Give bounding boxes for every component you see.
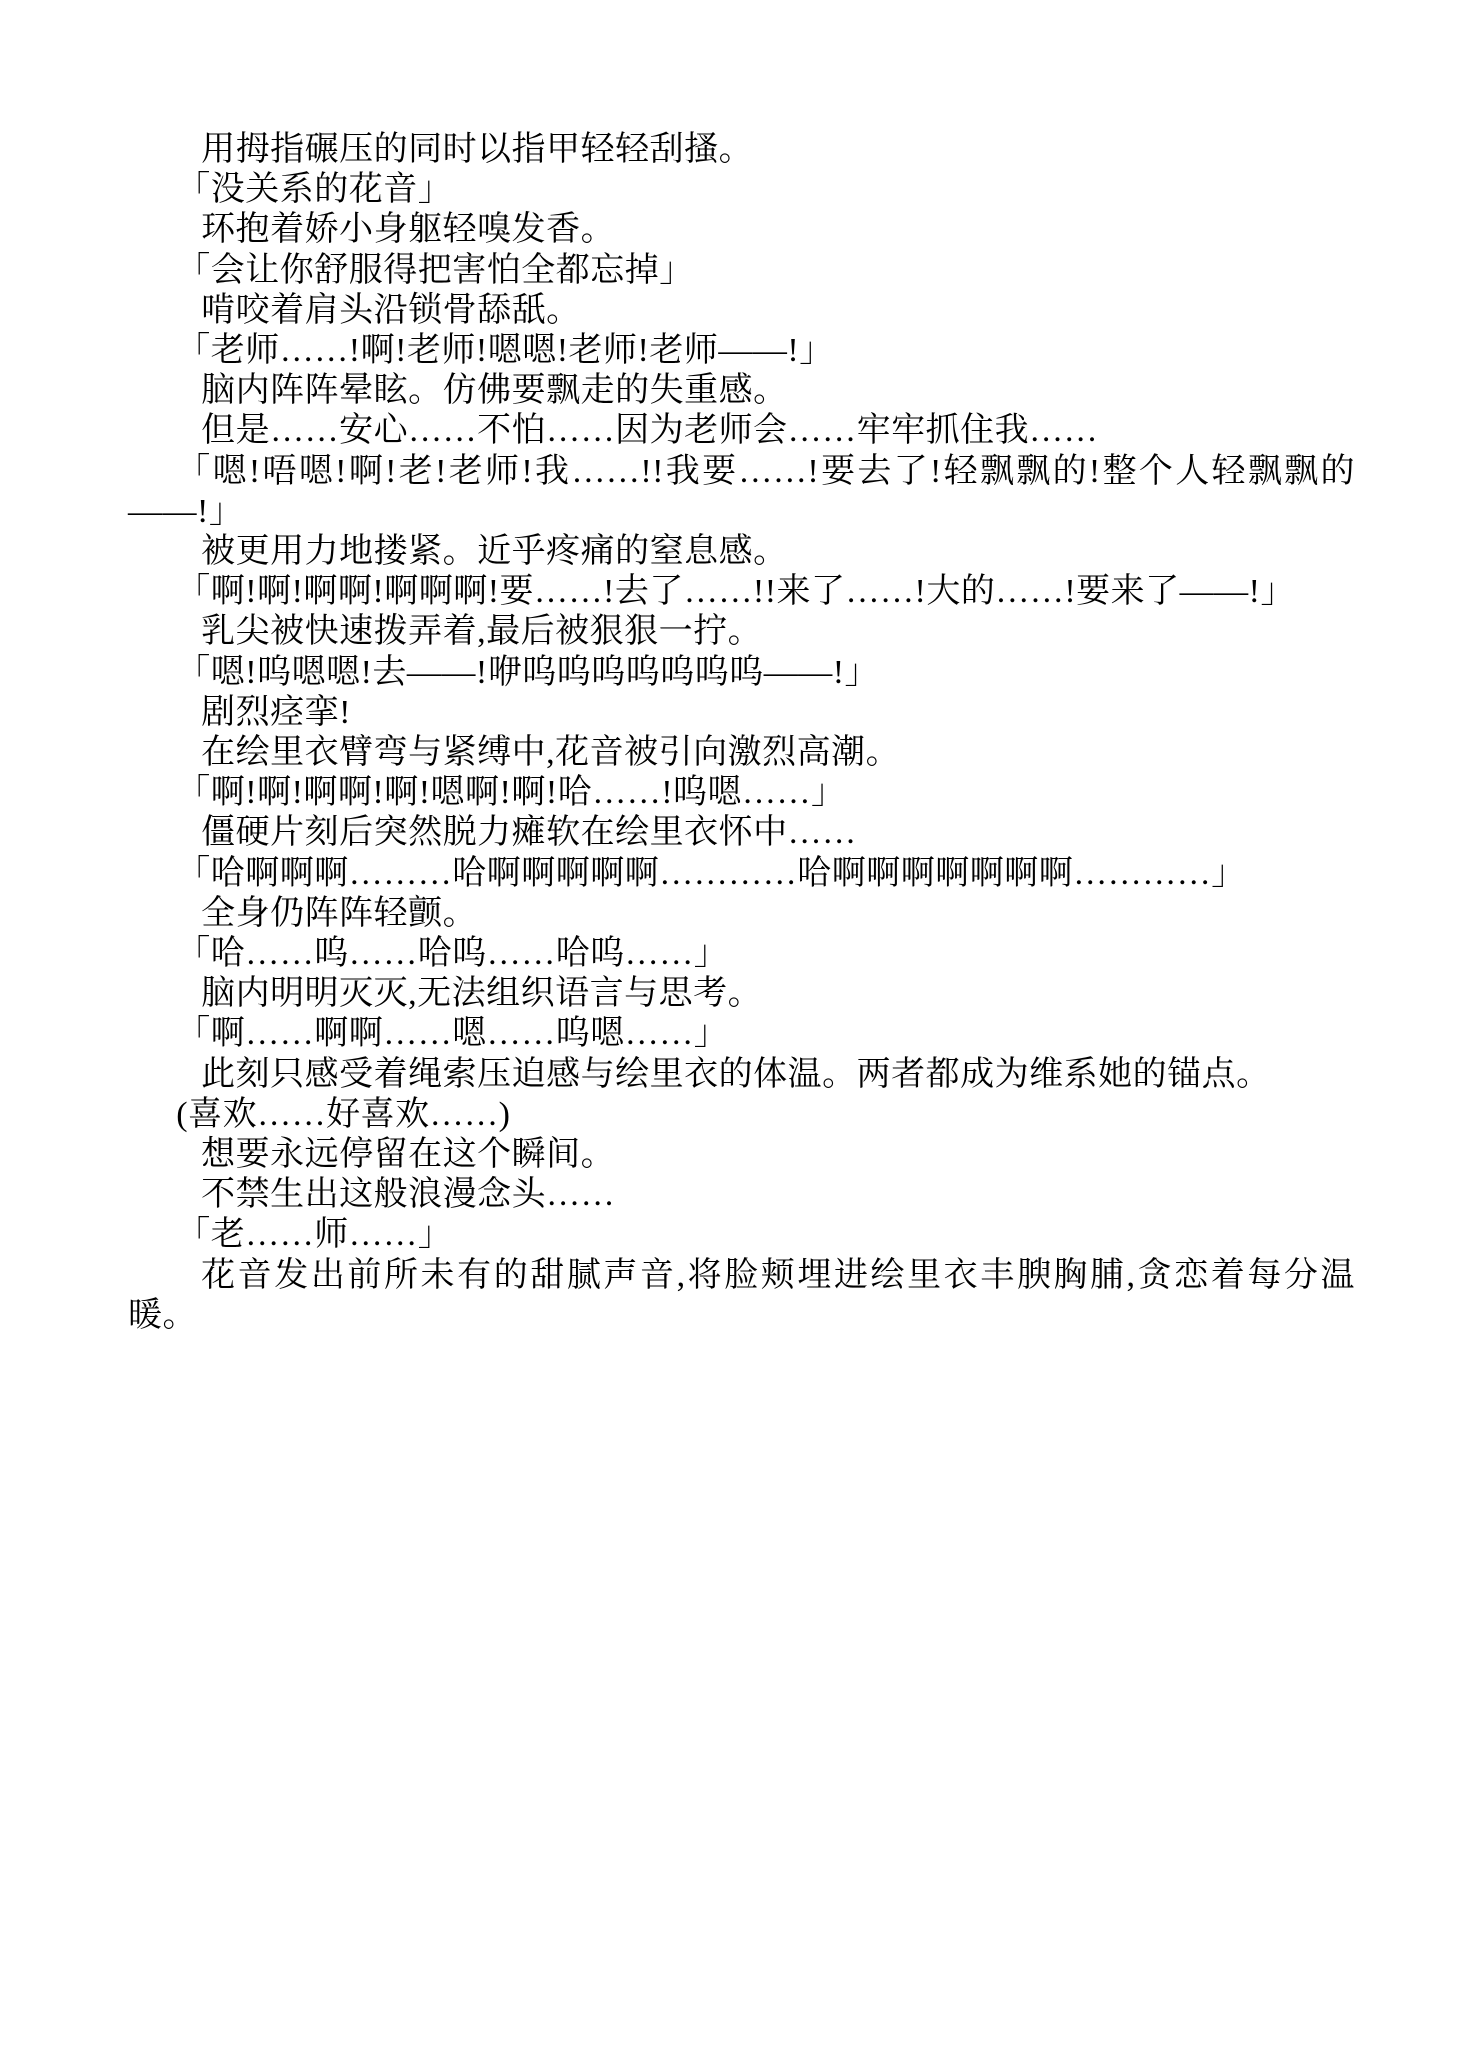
narration-line: 用拇指碾压的同时以指甲轻轻刮搔。 — [201, 131, 754, 168]
narration-line: 脑内明明灭灭,无法组织语言与思考。 — [201, 975, 763, 1013]
narration-line: 僵硬片刻后突然脱力瘫软在绘里衣怀中…… — [201, 814, 857, 852]
document-page — [128, 130, 1355, 1336]
dialogue-line: 「啊!啊!啊啊!啊啊啊!要……!去了……!!来了……!大的……!要来了——!」 — [176, 573, 1295, 611]
narration-line: 脑内阵阵晕眩。仿佛要飘走的失重感。 — [201, 372, 788, 410]
dialogue-line: 「老……师……」 — [176, 1216, 453, 1254]
thought-line: (喜欢……好喜欢……) — [176, 1095, 511, 1133]
dialogue-line: 「哈……呜……哈呜……哈呜……」 — [176, 935, 729, 973]
narration-line: 乳尖被快速拨弄着,最后被狠狠一拧。 — [201, 613, 763, 651]
narration-line: 不禁生出这般浪漫念头…… — [201, 1176, 616, 1214]
narration-line: 想要永远停留在这个瞬间。 — [201, 1136, 616, 1174]
narration-line: 环抱着娇小身躯轻嗅发香。 — [201, 211, 616, 249]
dialogue-line: 「啊……啊啊……嗯……呜嗯……」 — [176, 1015, 729, 1053]
narration-line: 全身仍阵阵轻颤。 — [201, 894, 478, 932]
dialogue-line: 「没关系的花音」 — [176, 171, 453, 209]
dialogue-line: 「哈啊啊啊………哈啊啊啊啊啊…………哈啊啊啊啊啊啊啊…………」 — [176, 854, 1246, 892]
dialogue-line: 「啊!啊!啊啊!啊!嗯啊!啊!哈……!呜嗯……」 — [176, 774, 846, 812]
narration-line: 啃咬着肩头沿锁骨舔舐。 — [201, 291, 581, 329]
narration-line: 此刻只感受着绳索压迫感与绘里衣的体温。两者都成为维系她的锚点。 — [201, 1055, 1271, 1093]
narration-line: 在绘里衣臂弯与紧缚中,花音被引向激烈高潮。 — [201, 734, 901, 772]
dialogue-line: 「老师……!啊!老师!嗯嗯!老师!老师——!」 — [176, 332, 834, 370]
narration-line: 被更用力地搂紧。近乎疼痛的窒息感。 — [201, 533, 788, 571]
dialogue-line: 「嗯!呜嗯嗯!去——!咿呜呜呜呜呜呜呜——!」 — [176, 653, 880, 691]
dialogue-line: 「嗯!唔嗯!啊!老!老师!我……!!我要……!要去了!轻飘飘的!整个人轻飘飘的——!」 — [128, 452, 1355, 530]
narration-line: 花音发出前所未有的甜腻声音,将脸颊埋进绘里衣丰腴胸脯,贪恋着每分温暖。 — [128, 1256, 1355, 1334]
narration-line: 剧烈痉挛! — [201, 693, 351, 731]
dialogue-line: 「会让你舒服得把害怕全都忘掉」 — [176, 251, 694, 289]
narration-line: 但是……安心……不怕……因为老师会……牢牢抓住我…… — [201, 412, 1099, 450]
